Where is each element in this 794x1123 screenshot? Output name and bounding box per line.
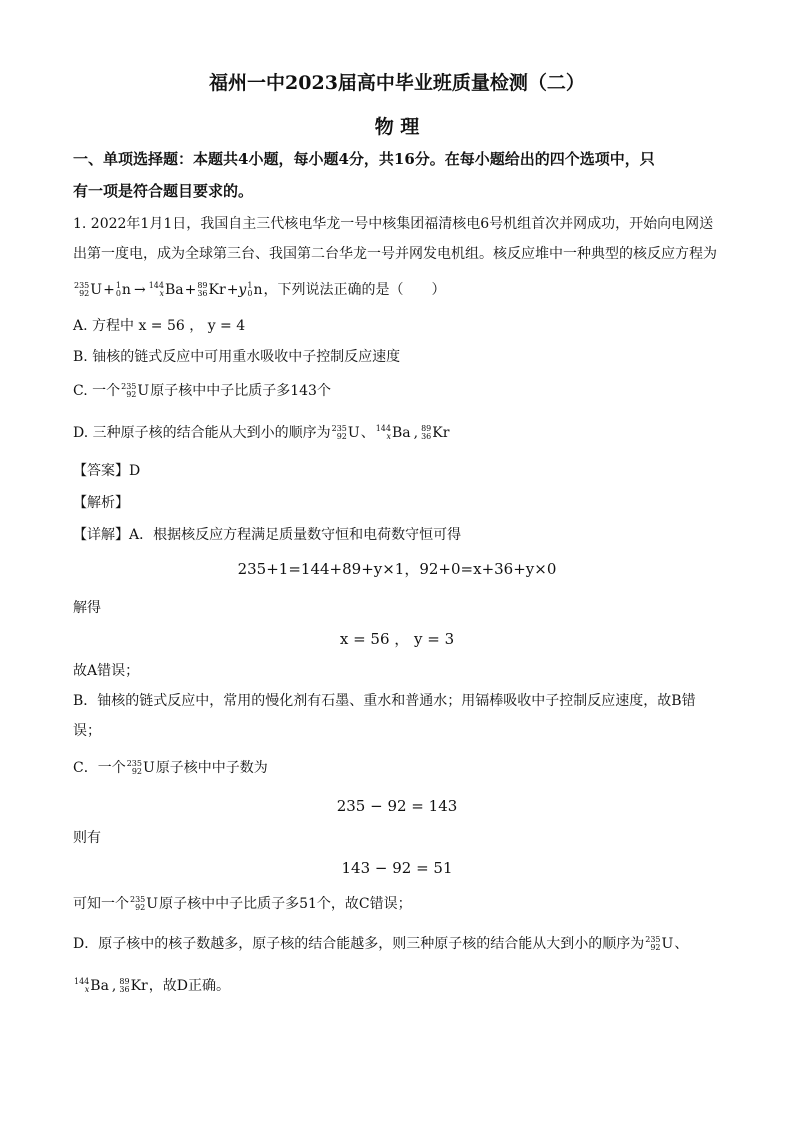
subject-title: 物 理: [374, 116, 420, 138]
equation-solution: x = 56 ， y = 3: [339, 630, 455, 648]
coefficient-y: y: [238, 282, 247, 298]
equation-neutrons: 235 − 92 = 143: [336, 797, 458, 815]
nuclide-neutron-out: 1 0 n: [247, 281, 263, 298]
question-text-line2: 出第一度电，成为全球第三台、我国第二台华龙一号并网发电机组。核反应堆中一种典型的核反应方程为: [73, 246, 717, 262]
detail-c-conclusion: 可知一个 235 92 U 原子核中中子比质子多51个，故C错误；: [73, 893, 734, 915]
detail-c-intro: C．一个 235 92 U 原子核中中子数为: [73, 757, 734, 779]
plus-sign: +: [226, 282, 239, 298]
question-prompt: ，下列说法正确的是（ ）: [263, 282, 446, 298]
option-c: C. 一个 235 92 U 原子核中中子比质子多143个: [73, 380, 734, 402]
equation-conservation: 235+1=144+89+y×1，92+0=x+36+y×0: [237, 560, 557, 578]
detail-d-line2: 144 x Ba , 89 36 Kr ，故D正确。: [73, 975, 734, 997]
section-heading-line1: 一、单项选择题：本题共4小题，每小题4分，共16分。在每小题给出的四个选项中，只: [73, 150, 655, 168]
answer-label: 【答案】D: [73, 463, 141, 479]
detail-a-conclusion: 故A错误；: [73, 663, 140, 679]
plus-sign: +: [184, 282, 197, 298]
nuclide-u235: 235 92 U: [645, 935, 674, 952]
equation-difference: 143 − 92 = 51: [341, 859, 453, 877]
option-b: B. 铀核的链式反应中可用重水吸收中子控制反应速度: [73, 349, 401, 365]
question-text-line1: 1. 2022年1月1日，我国自主三代核电华龙一号中核集团福清核电6号机组首次并网成功，开始向电网送: [73, 216, 714, 232]
nuclide-kr89: 89 36 Kr: [197, 281, 226, 298]
detail-b-line2: 误；: [73, 723, 101, 739]
analysis-label: 【解析】: [73, 495, 129, 511]
then-label: 则有: [73, 830, 101, 846]
detail-a-intro: 【详解】A．根据核反应方程满足质量数守恒和电荷数守恒可得: [73, 527, 462, 543]
nuclide-ba144: 144 x Ba: [74, 977, 109, 994]
plus-sign: +: [103, 282, 115, 298]
option-d: D. 三种原子核的结合能从大到小的顺序为 235 92 U 、 144 x Ba , 89 36 Kr: [73, 422, 734, 444]
nuclide-kr89: 89 36 Kr: [421, 424, 450, 441]
nuclide-u235: 235 92 U: [126, 759, 155, 776]
nuclide-u235: 235 92 U: [331, 424, 360, 441]
nuclide-u235: 235 92 U: [121, 382, 150, 399]
exam-title: 福州一中2023届高中毕业班质量检测（二）: [209, 72, 585, 94]
nuclide-neutron-in: 1 0 n: [115, 281, 131, 298]
solve-label: 解得: [73, 600, 101, 616]
nuclide-u235: 235 92 U: [74, 281, 103, 298]
nuclide-ba144: 144 x Ba: [148, 281, 184, 298]
option-a: A. 方程中 x = 56 ， y = 4: [73, 318, 246, 334]
nuclide-kr89: 89 36 Kr: [119, 977, 148, 994]
nuclide-ba144: 144 x Ba: [375, 424, 411, 441]
detail-b-line1: B．铀核的链式反应中，常用的慢化剂有石墨、重水和普通水；用镉棒吸收中子控制反应速度，故B错: [73, 693, 696, 709]
reaction-arrow: →: [133, 282, 146, 298]
reaction-equation-line: [73, 276, 734, 304]
section-heading-line2: 有一项是符合题目要求的。: [73, 182, 254, 200]
nuclide-u235: 235 92 U: [130, 895, 159, 912]
detail-d-line1: D．原子核中的核子数越多，原子核的结合能越多，则三种原子核的结合能从大到小的顺序为 235 92 U 、: [73, 933, 734, 955]
